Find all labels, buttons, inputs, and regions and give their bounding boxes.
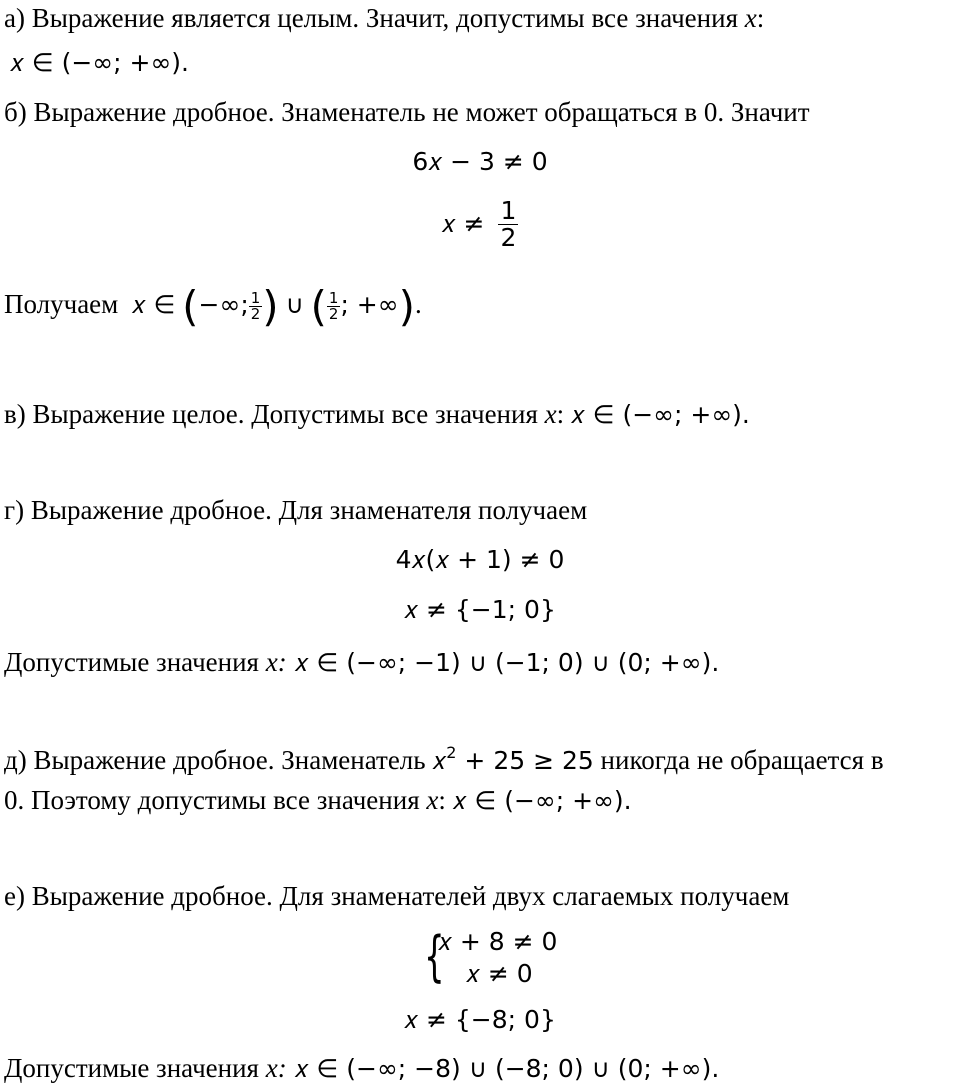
item-e-system-row-1: 𝑥 + 8 ≠ 0	[438, 927, 558, 956]
item-v-text	[4, 398, 750, 431]
right-paren-2: )	[398, 281, 415, 331]
item-g-answer	[4, 646, 719, 679]
item-d-statement-3: 0. Поэтому допустимы все значения	[4, 785, 427, 815]
item-b-result-end: .	[414, 289, 422, 319]
item-b-result-start: 𝑥 ∈	[131, 290, 176, 319]
item-e-answer	[4, 1052, 719, 1085]
item-g-text: г) Выражение дробное. Для знаменателя получаем	[4, 495, 588, 525]
expr-base: 𝑥	[432, 746, 447, 775]
item-d-answer: 𝑥 ∈ (−∞; +∞).	[452, 786, 632, 815]
item-v-variable: x	[544, 399, 557, 429]
item-a-variable: x	[744, 3, 757, 33]
item-g-equation-2: 𝑥 ≠ {−1; 0}	[404, 595, 556, 624]
item-e-answer-label: Допустимые значения	[4, 1053, 266, 1083]
item-e-answer-interval: 𝑥 ∈ (−∞; −8) ∪ (−8; 0) ∪ (0; +∞).	[286, 1054, 720, 1083]
item-b-interval-1-start: −∞;	[198, 290, 249, 319]
curly-brace-icon: {	[424, 925, 445, 988]
expr-exponent: 2	[446, 743, 457, 762]
item-d-statement-1: д) Выражение дробное. Знаменатель	[4, 745, 433, 775]
item-b-interval-2-end: ; +∞	[340, 290, 399, 319]
item-d-variable: x	[426, 785, 439, 815]
item-e-answer-variable: x:	[265, 1053, 287, 1083]
fraction-denominator: 2	[250, 305, 261, 324]
item-b-fraction-1	[249, 288, 263, 324]
item-v-statement: в) Выражение целое. Допустимы все значения	[4, 399, 545, 429]
fraction-denominator: 2	[328, 305, 339, 324]
item-b-fraction-2	[327, 288, 341, 324]
item-b-equation-1: 6𝑥 − 3 ≠ 0	[412, 147, 548, 176]
right-paren-1: )	[262, 281, 279, 331]
item-g-answer-variable: x:	[265, 647, 287, 677]
fraction-numerator: 1	[250, 288, 261, 307]
item-b-result-label: Получаем	[4, 289, 119, 319]
item-g-equation-1: 4𝑥(𝑥 + 1) ≠ 0	[395, 545, 565, 574]
item-b-result	[4, 281, 422, 331]
item-a-answer: 𝑥 ∈ (−∞; +∞).	[10, 48, 189, 77]
item-a-statement: а) Выражение является целым. Значит, допустимы все значения	[4, 3, 745, 33]
item-e-system-row-2: 𝑥 ≠ 0	[466, 959, 533, 988]
item-a-text	[4, 2, 764, 34]
left-paren-2: (	[310, 281, 327, 331]
fraction-denominator: 2	[500, 223, 517, 253]
item-g-answer-label: Допустимые значения	[4, 647, 266, 677]
item-d-statement-2: никогда не обращается в	[593, 745, 884, 775]
item-d-line-2	[4, 784, 632, 817]
item-a-colon: :	[756, 3, 765, 33]
item-d-text	[4, 744, 884, 777]
item-b-eq2-fraction	[498, 198, 518, 252]
item-d-colon: :	[438, 785, 453, 815]
item-b-equation-2	[0, 198, 960, 252]
item-e-text: е) Выражение дробное. Для знаменателей двух слагаемых получаем	[4, 881, 790, 911]
expr-rest: + 25 ≥ 25	[456, 746, 594, 775]
fraction-numerator: 1	[328, 288, 339, 307]
item-e-equation: 𝑥 ≠ {−8; 0}	[404, 1005, 556, 1034]
item-e-system	[420, 925, 620, 995]
item-d-expression	[432, 743, 594, 775]
item-g-answer-interval: 𝑥 ∈ (−∞; −1) ∪ (−1; 0) ∪ (0; +∞).	[286, 648, 720, 677]
item-b-text: б) Выражение дробное. Знаменатель не может обращаться в 0. Значит	[4, 97, 810, 127]
fraction-numerator: 1	[500, 196, 517, 225]
union-symbol: ∪	[285, 290, 304, 319]
item-v-colon: :	[556, 399, 571, 429]
item-v-answer: 𝑥 ∈ (−∞; +∞).	[570, 400, 750, 429]
item-b-eq2-left: 𝑥 ≠	[441, 208, 485, 238]
left-paren-1: (	[182, 281, 199, 331]
